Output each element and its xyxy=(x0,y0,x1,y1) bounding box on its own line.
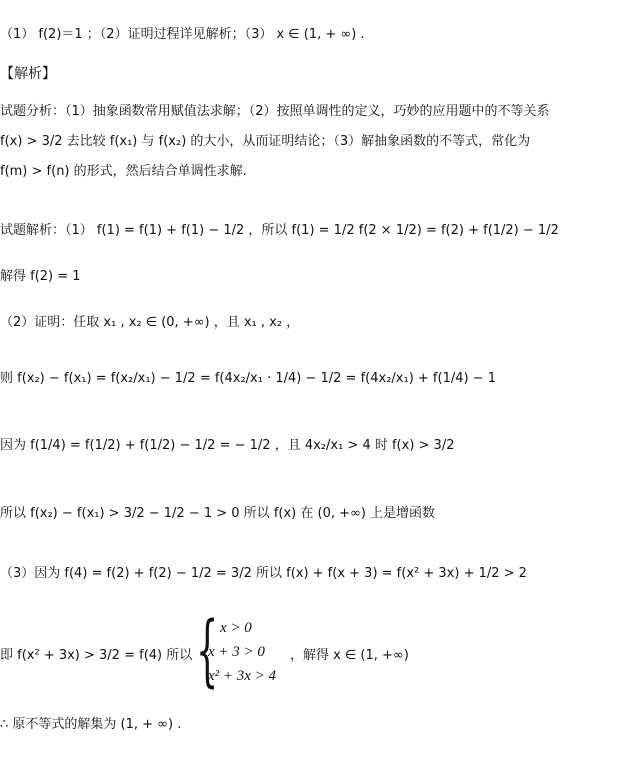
system-row-2: x + 3 > 0 xyxy=(208,644,265,660)
solution-part2-conclusion: 所以 f(x₂) − f(x₁) > 3/2 − 1/2 − 1 > 0 所以 f(x) 在 (0, +∞) 上是增函数 xyxy=(0,506,436,521)
solution-part3-system-intro: 即 f(x² + 3x) > 3/2 = f(4) 所以 xyxy=(0,648,193,663)
section-heading: 【解析】 xyxy=(0,66,56,82)
solution-part3-line: （3）因为 f(4) = f(2) + f(2) − 1/2 = 3/2 所以 f(x) + f(x + 3) = f(x² + 3x) + 1/2 > 2 xyxy=(0,566,527,581)
analysis-line-3: f(m) > f(n) 的形式，然后结合单调性求解. xyxy=(0,164,247,179)
final-conclusion: ∴ 原不等式的解集为 (1, + ∞) . xyxy=(0,717,182,732)
inequality-system xyxy=(196,606,286,696)
system-brace: { xyxy=(196,606,219,696)
answer-summary: （1） f(2)＝1 ；（2）证明过程详见解析；（3） x ∈ (1, + ∞) . xyxy=(0,27,365,42)
solution-part1-line: 试题解析：（1） f(1) = f(1) + f(1) − 1/2 ，所以 f(1) = 1/2 f(2 × 1/2) = f(2) + f(1/2) − 1/2 xyxy=(0,223,559,238)
system-row-3: x² + 3x > 4 xyxy=(208,668,277,684)
solution-part2-setup: （2）证明：任取 x₁ , x₂ ∈ (0, +∞) ，且 x₁ , x₂ ， xyxy=(0,315,300,330)
solution-part2-because: 因为 f(1/4) = f(1/2) + f(1/2) − 1/2 = − 1/2 ，且 4x₂/x₁ > 4 时 f(x) > 3/2 xyxy=(0,438,455,453)
solution-part3-result: ，解得 x ∈ (1, +∞) xyxy=(290,648,409,663)
system-row-1: x > 0 xyxy=(220,620,252,636)
solution-part2-difference: 则 f(x₂) − f(x₁) = f(x₂/x₁) − 1/2 = f(4x₂/x₁ · 1/4) − 1/2 = f(4x₂/x₁) + f(1/4) − 1 xyxy=(0,371,496,386)
analysis-line-2: f(x) > 3/2 去比较 f(x₁) 与 f(x₂) 的大小，从而证明结论；（3）解抽象函数的不等式，常化为 xyxy=(0,134,531,149)
solution-part1-result: 解得 f(2) = 1 xyxy=(0,269,81,284)
analysis-line-1: 试题分析：（1）抽象函数常用赋值法求解；（2）按照单调性的定义，巧妙的应用题中的不等关系 xyxy=(0,104,550,119)
